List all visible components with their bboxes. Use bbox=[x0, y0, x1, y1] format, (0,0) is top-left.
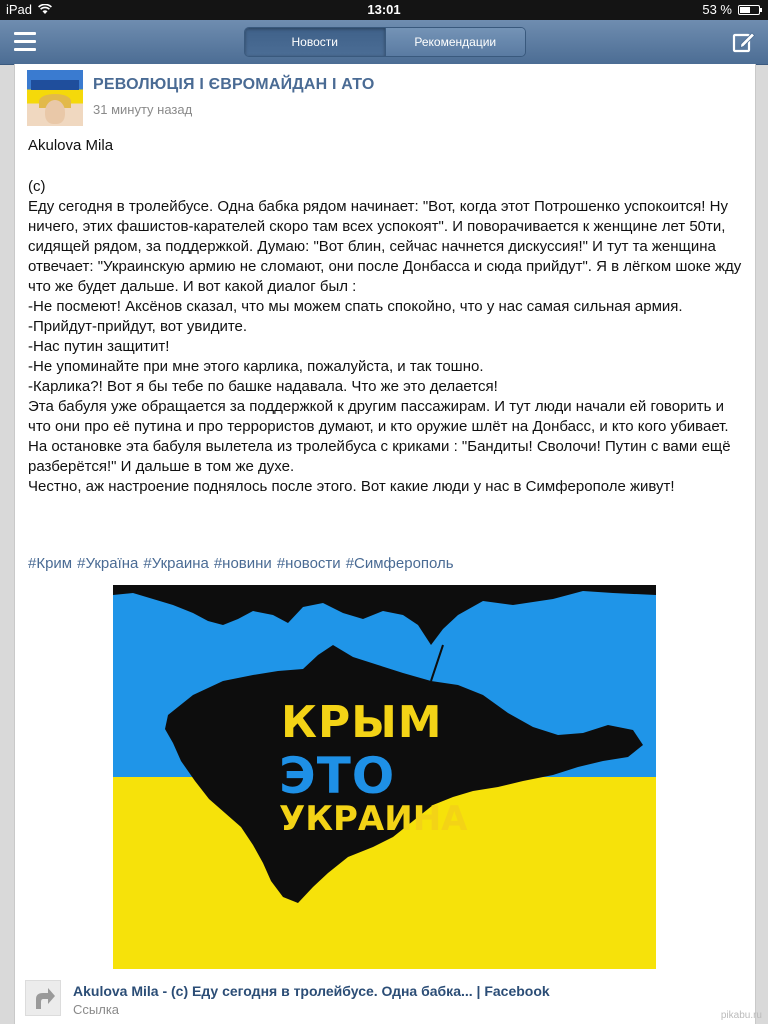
menu-button[interactable] bbox=[14, 32, 36, 50]
battery-level bbox=[740, 7, 750, 13]
hashtag-link[interactable]: #Симферополь bbox=[345, 555, 454, 572]
clock: 13:01 bbox=[367, 2, 401, 17]
tab-recommendations[interactable]: Рекомендации bbox=[385, 28, 526, 56]
avatar-banner bbox=[31, 80, 79, 90]
hashtag-link[interactable]: #новини bbox=[213, 555, 272, 572]
hashtag-link[interactable]: #новости bbox=[276, 555, 341, 572]
link-title: Akulova Mila - (c) Еду сегодня в тролейбусе. Одна бабка... | Facebook bbox=[73, 983, 550, 999]
attached-link[interactable] bbox=[25, 978, 745, 1022]
watermark: pikabu.ru bbox=[720, 1010, 762, 1021]
compose-icon bbox=[732, 30, 756, 54]
hamburger-icon-line bbox=[14, 48, 36, 51]
post-body: (c) Еду сегодня в тролейбусе. Одна бабка рядом начинает: "Вот, когда этот Потрошенко успокоится! Ну ничего, этих фашистов-карателей скоро там всех успокоят". И поворачивается к женщине лет 50ти, сидящей рядом, за поддержкой. Думаю: "Вот блин, сейчас начнется дискуссия!" И тут та женщина отвечает: "Украинскую армию не сломают, они после Донбасса и сюда прийдут". Я в лёгком шоке жду что же будет дальше. И вот какой диалог был : -Не посмеют! Аксёнов сказал, что мы можем спать спокойно, что у нас самая сильная армия. -Прийдут-прийдут, вот увидите. -Нас путин защитит! -Не упоминайте при мне этого карлика, пожалуйста, и так тошно. -Карлика?! Вот я бы тебе по башке надавала. Что же это делается! Эта бабуля уже обращается за поддержкой к другим пассажирам. И тут люди начали ей говорить и что они про её путина и про террористов думают, и кто оружие шлёт на Донбасс, и кто кого убивает. На остановке эта бабуля вылетела из тролейбуса с криками : "Бандиты! Сволочи! Путин с вами ещё разберётся!" И дальше в том же духе. Честно, аж настроение поднялось после этого. Вот какие люди у нас в Симферополе живут! bbox=[28, 178, 742, 495]
post-author: Akulova Mila bbox=[28, 137, 114, 154]
hashtag-link[interactable]: #Крим bbox=[28, 555, 73, 572]
share-arrow-icon bbox=[26, 981, 60, 1015]
nav-bar bbox=[0, 20, 768, 65]
status-right bbox=[702, 2, 760, 17]
tab-news[interactable]: Новости bbox=[245, 28, 385, 56]
post-time: 31 минуту назад bbox=[93, 102, 193, 117]
hamburger-icon bbox=[14, 32, 36, 35]
battery-icon bbox=[738, 5, 760, 15]
link-thumbnail bbox=[25, 980, 61, 1016]
post-image[interactable] bbox=[113, 585, 656, 969]
hashtag-list bbox=[28, 555, 454, 572]
image-text-line3: УКРАИНА bbox=[279, 799, 468, 839]
compose-button[interactable] bbox=[732, 30, 756, 54]
image-text-line1: КРЫМ bbox=[281, 697, 443, 748]
hamburger-icon-line bbox=[14, 40, 36, 43]
link-subtitle: Ссылка bbox=[73, 1002, 120, 1017]
hashtag-link[interactable]: #Україна bbox=[77, 555, 139, 572]
status-bar bbox=[0, 0, 768, 20]
hashtag-link[interactable]: #Украина bbox=[143, 555, 209, 572]
image-text-line2: ЭТО bbox=[279, 747, 396, 805]
avatar-face bbox=[45, 100, 65, 124]
group-name-link[interactable]: РЕВОЛЮЦІЯ І ЄВРОМАЙДАН І АТО bbox=[93, 76, 375, 93]
device-name: iPad bbox=[6, 2, 33, 17]
battery-percent: 53 % bbox=[702, 2, 732, 17]
post-card bbox=[14, 64, 756, 1024]
feed-segmented-control bbox=[244, 27, 526, 57]
group-avatar[interactable] bbox=[27, 70, 83, 126]
